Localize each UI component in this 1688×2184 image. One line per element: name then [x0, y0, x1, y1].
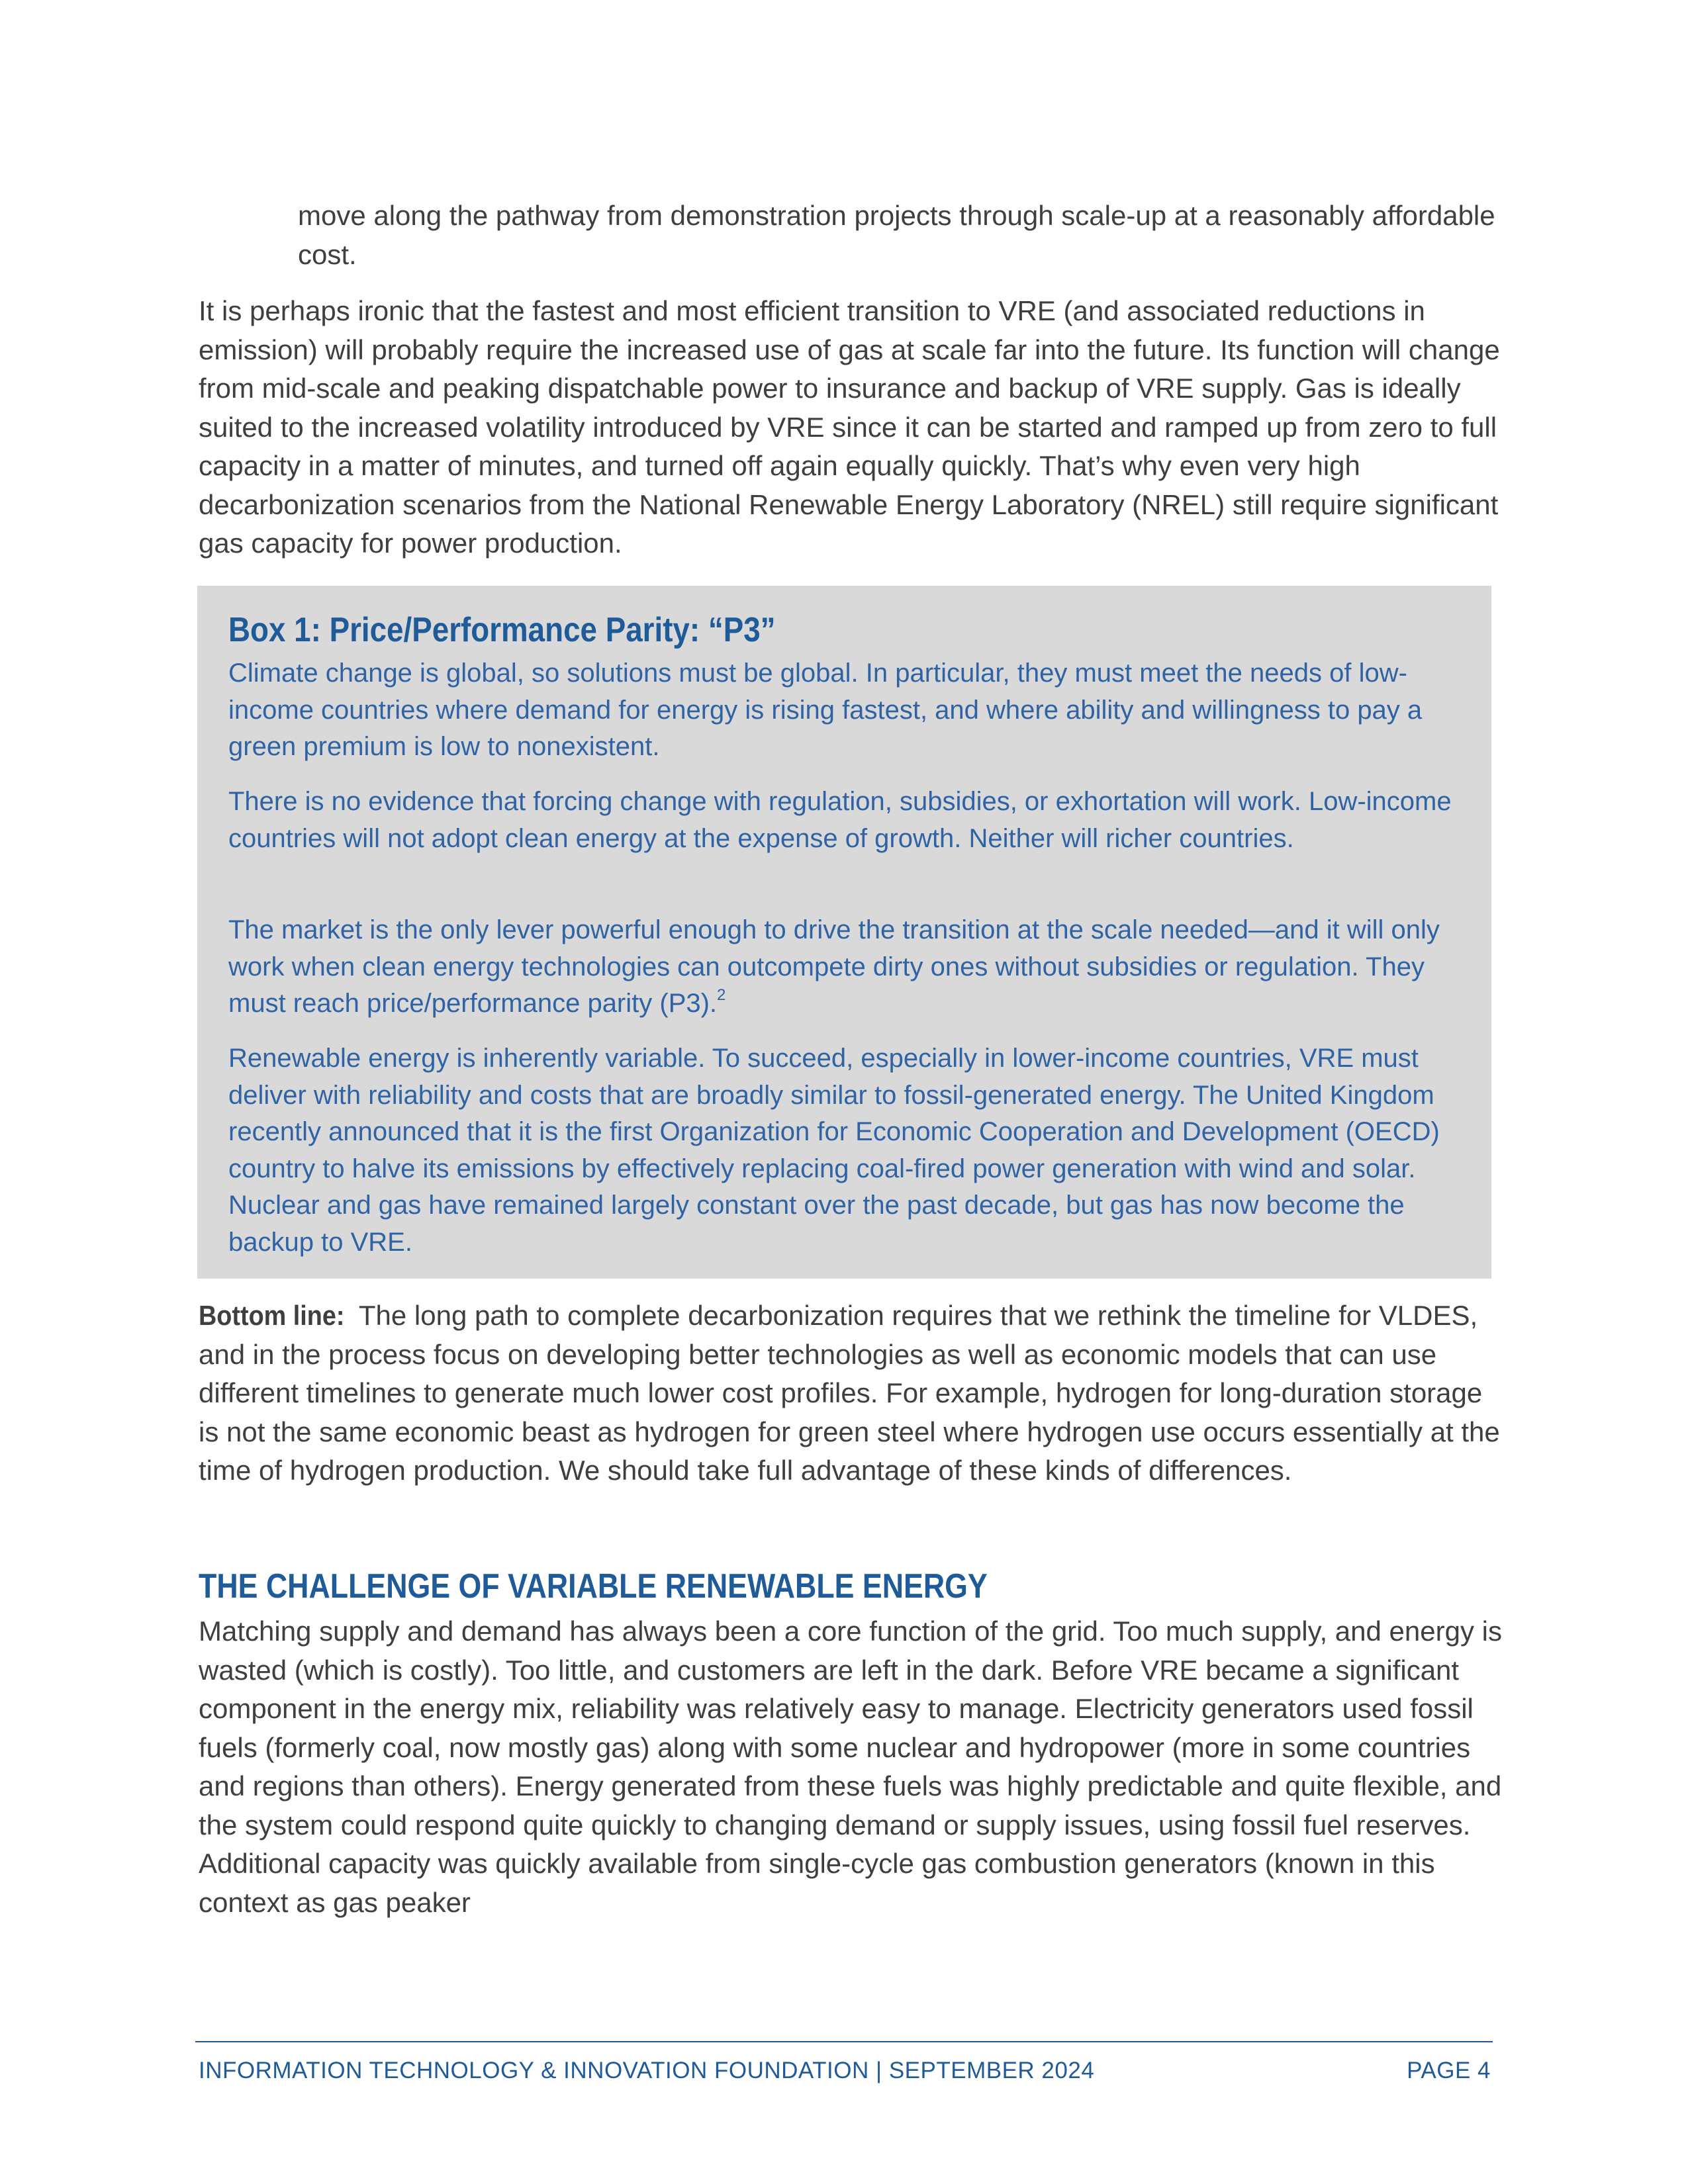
box-paragraph-1: Climate change is global, so solutions must be global. In particular, they must meet the needs of low-income countries where demand for energy is rising fastest, and where ability and willingness to pay a green premium is low to nonexistent.	[228, 659, 1423, 761]
box-paragraph-4: Renewable energy is inherently variable. To succeed, especially in lower-income countries, VRE must deliver with reliability and costs that are broadly similar to fossil-generated energy. The United Kingdom recently announced that it is the first Organization for Economic Cooperation and Development (OECD) country to halve its emissions by effectively replacing coal-fired power generation with wind and solar. Nuclear and gas have remained largely constant over the past decade, but gas has now become the backup to VRE.	[228, 1044, 1440, 1257]
footer-divider	[195, 2041, 1493, 2042]
section-heading: THE CHALLENGE OF VARIABLE RENEWABLE ENERGY	[199, 1567, 988, 1606]
box-paragraph-2: There is no evidence that forcing change with regulation, subsidies, or exhortation will work. Low-income countries will not adopt clean energy at the expense of growth. Neither will richer countries.	[228, 787, 1452, 853]
paragraph-gas-role: It is perhaps ironic that the fastest and most efficient transition to VRE (and associated reductions in emission) will probably require the increased use of gas at scale far into the future. Its function will change from mid-scale and peaking dispatchable power to insurance and backup of VRE supply. Gas is ideally suited to the increased volatility introduced by VRE since it can be started and ramped up from zero to full capacity in a matter of minutes, and turned off again equally quickly. That’s why even very high decarbonization scenarios from the National Renewable Energy Laboratory (NREL) still require significant gas capacity for power production.	[199, 295, 1500, 559]
bottom-line-paragraph	[199, 1297, 1503, 1490]
continued-paragraph: move along the pathway from demonstration projects through scale-up at a reasonably affordable cost.	[298, 200, 1495, 270]
section-paragraph: Matching supply and demand has always been a core function of the grid. Too much supply, and energy is wasted (which is costly). Too little, and customers are left in the dark. Before VRE became a significant component in the energy mix, reliability was relatively easy to manage. Electricity generators used fossil fuels (formerly coal, now mostly gas) along with some nuclear and hydropower (more in some countries and regions than others). Energy generated from these fuels was highly predictable and quite flexible, and the system could respond quite quickly to changing demand or supply issues, using fossil fuel reserves. Additional capacity was quickly available from single-cycle gas combustion generators (known in this context as gas peaker	[199, 1615, 1502, 1918]
bottom-line-lead: Bottom line:	[199, 1300, 345, 1331]
box-title: Box 1: Price/Performance Parity: “P3”	[228, 611, 776, 649]
callout-box-p3	[197, 586, 1491, 1279]
box-paragraph-3-text: The market is the only lever powerful enough to drive the transition at the scale needed—and it will only work when clean energy technologies can outcompete dirty ones without subsidies or regulation. They must reach price/performance parity (P3).	[228, 915, 1440, 1018]
bottom-line-text: The long path to complete decarbonization requires that we rethink the timeline for VLDES, and in the process focus on developing better technologies as well as economic models that can use different timelines to generate much lower cost profiles. For example, hydrogen for long-duration storage is not the same economic beast as hydrogen for green steel where hydrogen use occurs essentially at the time of hydrogen production. We should take full advantage of these kinds of differences.	[199, 1300, 1500, 1486]
box-paragraph-3	[228, 912, 1466, 1023]
footer-publisher-date: INFORMATION TECHNOLOGY & INNOVATION FOUNDATION | SEPTEMBER 2024	[199, 2058, 1095, 2083]
footnote-reference[interactable]: 2	[717, 986, 726, 1004]
footer-page-number: PAGE 4	[1407, 2058, 1491, 2083]
